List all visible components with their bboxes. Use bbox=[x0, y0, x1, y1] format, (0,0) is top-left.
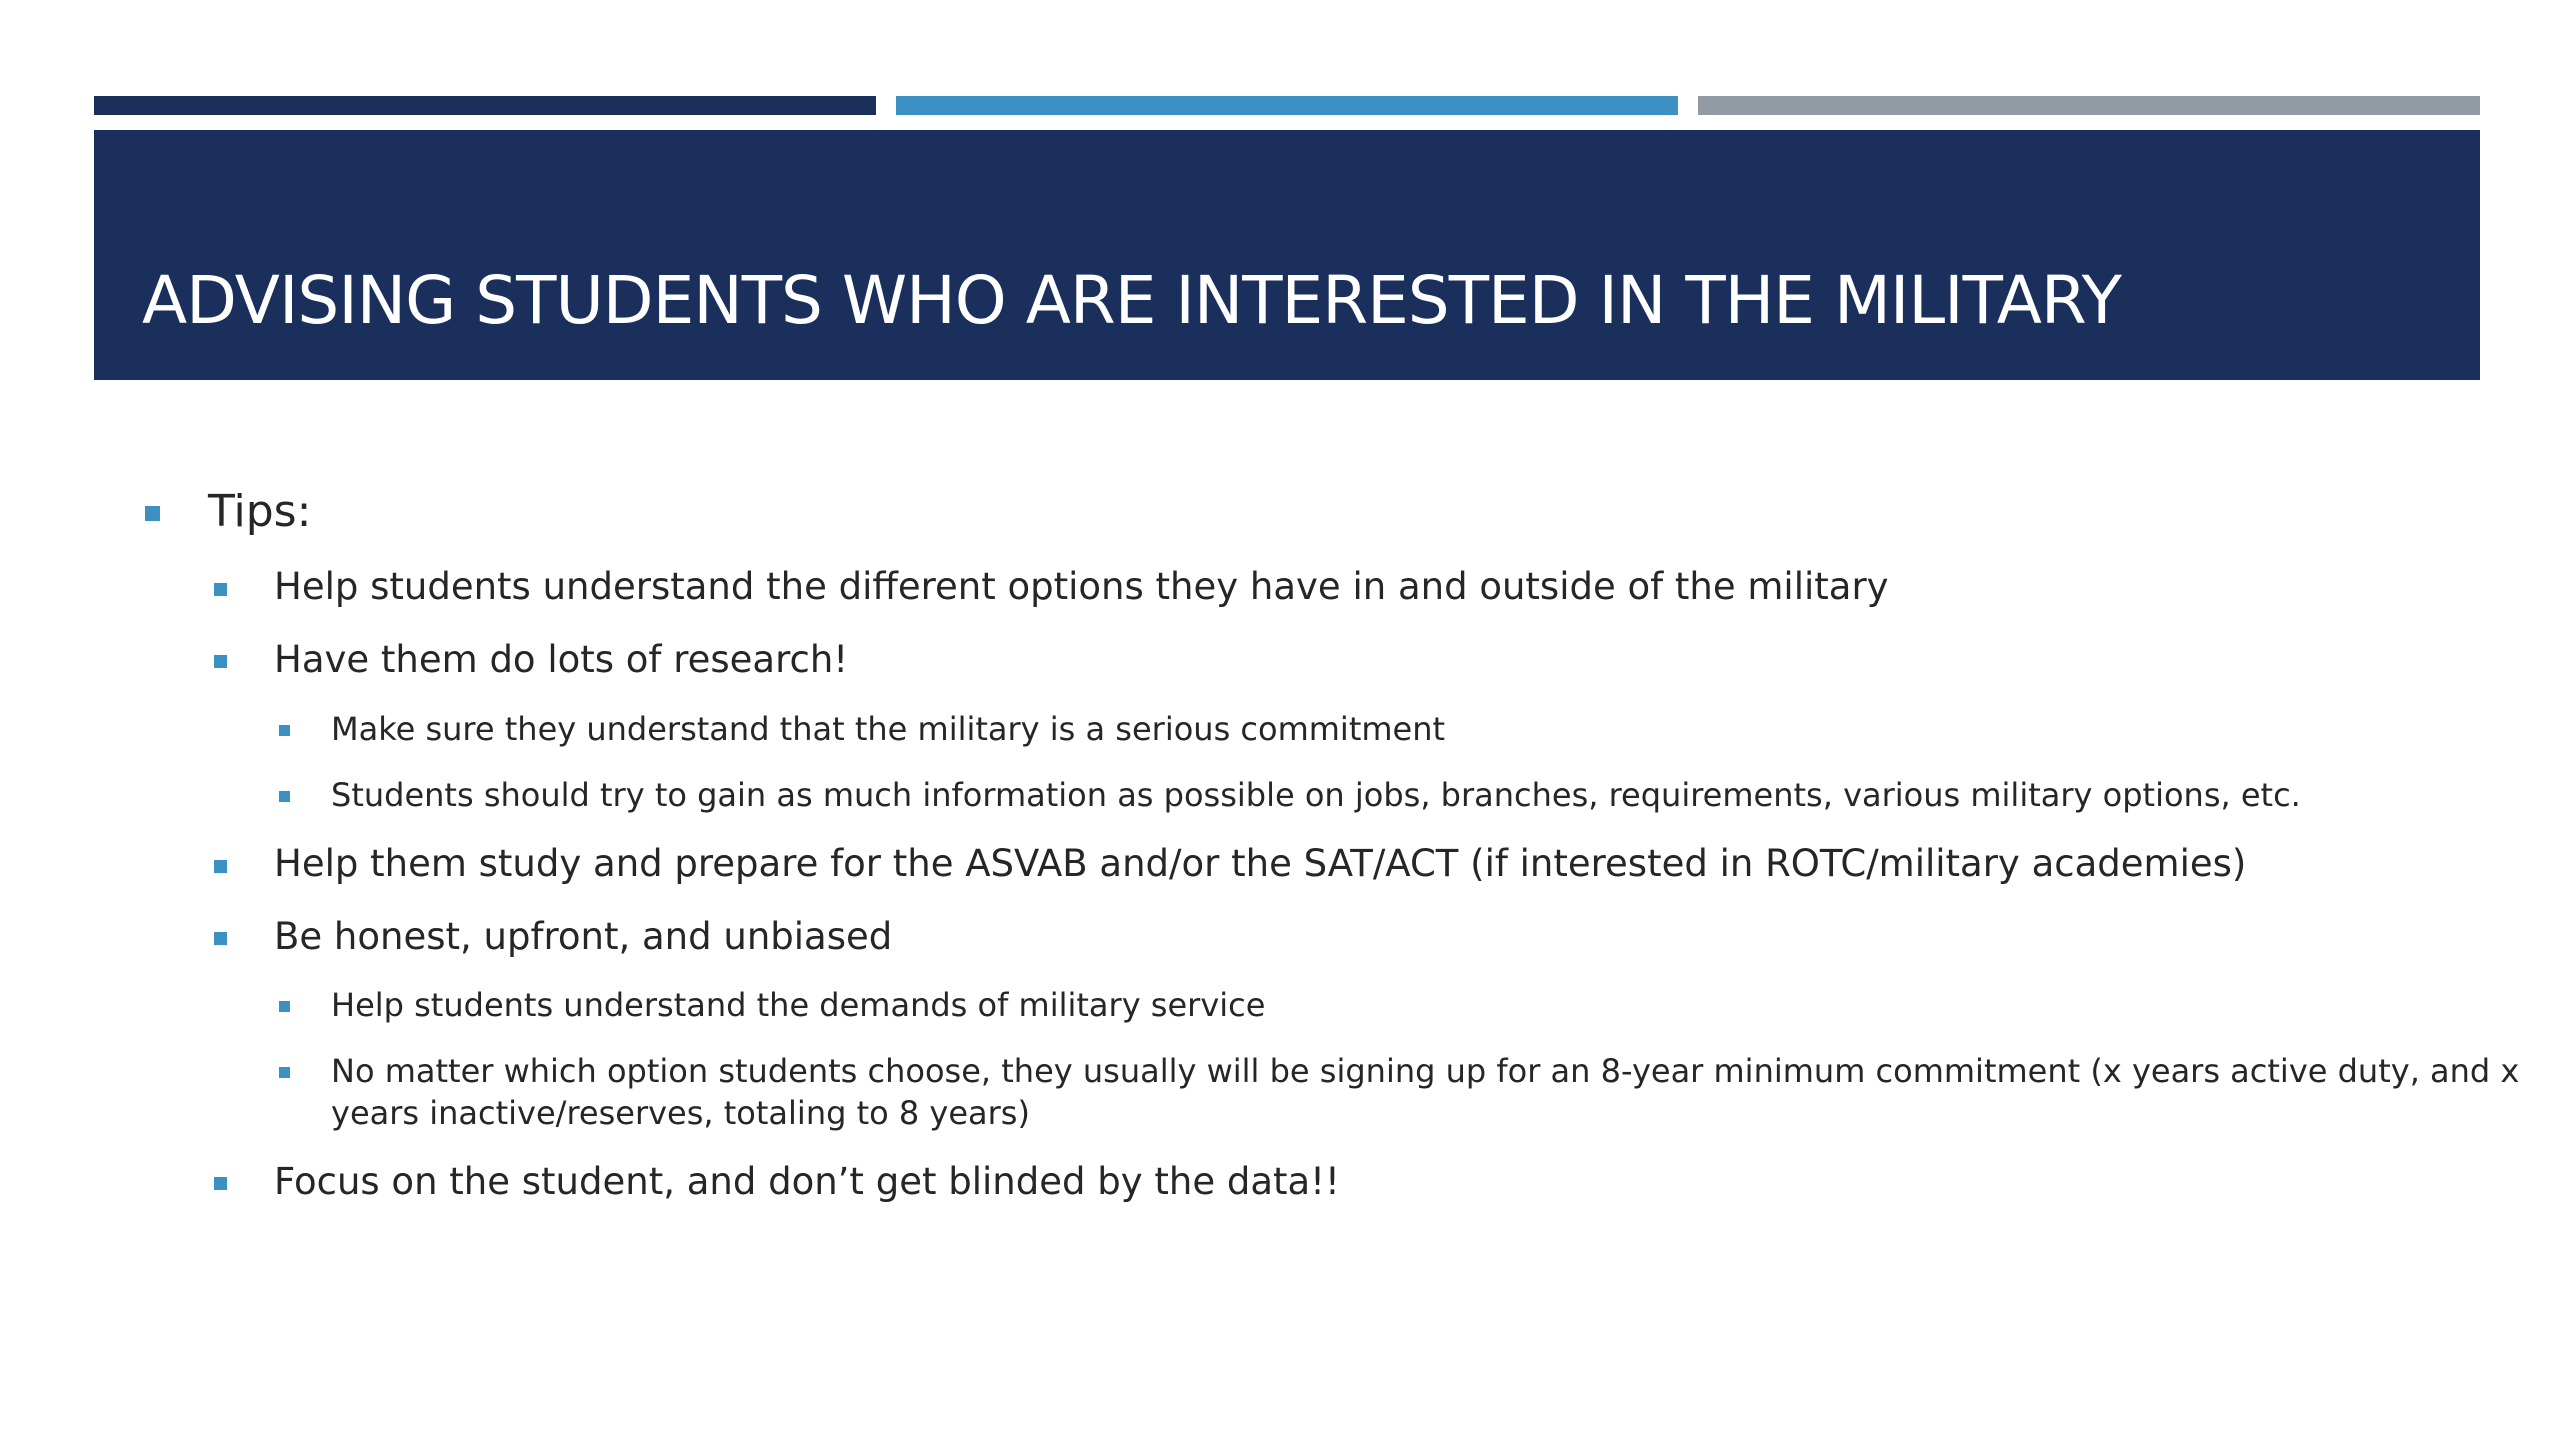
bullet-square-icon bbox=[145, 506, 160, 521]
bullet-square-icon bbox=[279, 725, 290, 736]
slide-title: ADVISING STUDENTS WHO ARE INTERESTED IN THE MILITARY bbox=[142, 262, 2121, 339]
bullet-square-icon bbox=[214, 860, 227, 873]
bullet-square-icon bbox=[279, 1067, 290, 1078]
list-item: Be honest, upfront, and unbiased bbox=[274, 915, 893, 958]
bullet-square-icon bbox=[214, 583, 227, 596]
list-item: Help students understand the different options they have in and outside of the military bbox=[274, 565, 1889, 608]
list-item: Help students understand the demands of military service bbox=[331, 986, 1266, 1024]
list-item: Focus on the student, and don’t get blinded by the data!! bbox=[274, 1160, 1340, 1203]
bullet-square-icon bbox=[279, 791, 290, 802]
list-item: Make sure they understand that the military is a serious commitment bbox=[331, 710, 1446, 748]
list-item: Have them do lots of research! bbox=[274, 638, 849, 681]
bullet-square-icon bbox=[214, 932, 227, 945]
list-item: Tips: bbox=[208, 486, 312, 537]
bullet-square-icon bbox=[214, 655, 227, 668]
bullet-square-icon bbox=[214, 1177, 227, 1190]
list-item: Students should try to gain as much information as possible on jobs, branches, requirements, various military options, etc. bbox=[331, 776, 2301, 814]
bullet-square-icon bbox=[279, 1001, 290, 1012]
list-item: Help them study and prepare for the ASVAB and/or the SAT/ACT (if interested in ROTC/military academies) bbox=[274, 842, 2247, 885]
list-item: No matter which option students choose, they usually will be signing up for an 8-year minimum commitment (x years active duty, and x years inactive/reserves, totaling to 8 years) bbox=[331, 1052, 2520, 1132]
